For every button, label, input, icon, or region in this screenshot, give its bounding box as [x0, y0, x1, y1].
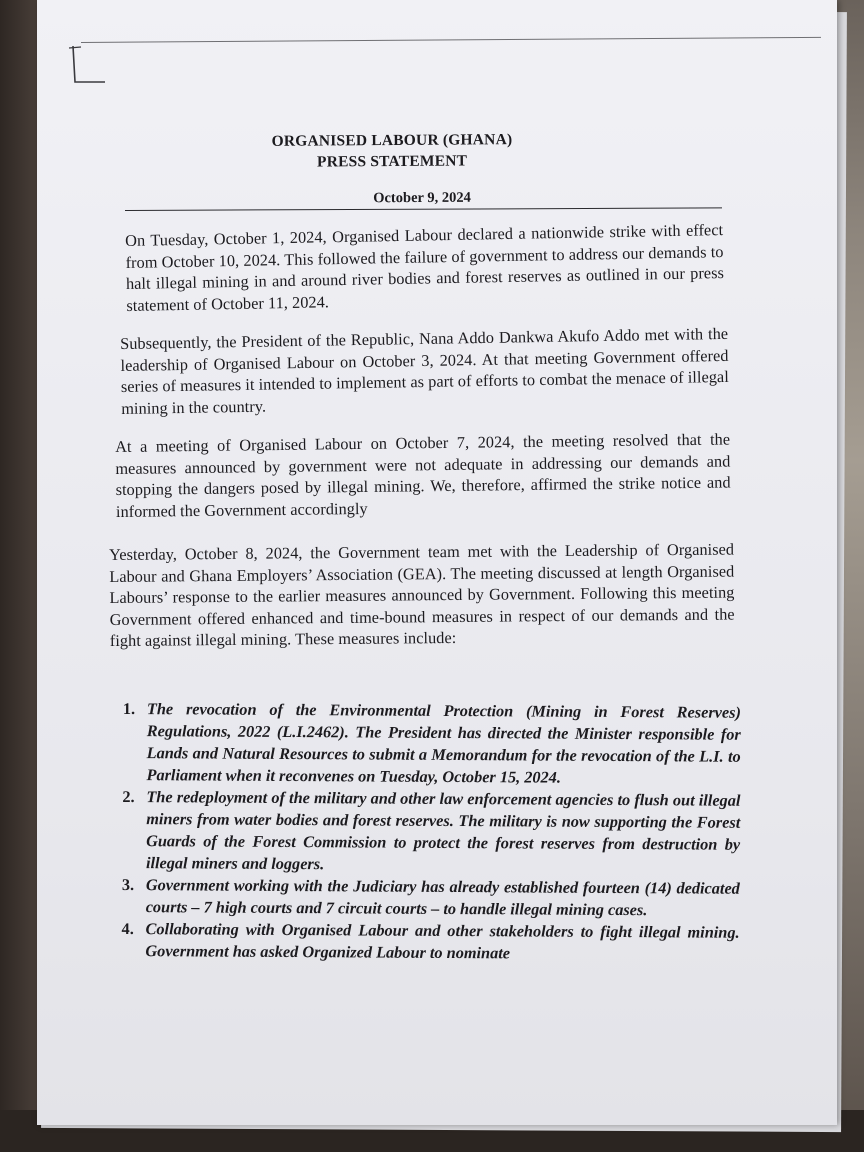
measure-text: Collaborating with Organised Labour and other stakeholders to fight illegal mining. Government has asked Organized Labour to nominate: [145, 919, 740, 963]
measure-item: [122, 786, 741, 878]
measure-number: 1.: [122, 699, 136, 719]
measure-text: The revocation of the Environmental Protection (Mining in Forest Reserves) Regulations, 2022 (L.I.2462). The President has directed the Minister responsible for Lands and Natural Resources to submit a Memorandum for the revocation of the L.I. to Parliament when it reconvenes on Tuesday, October 15, 2024.: [146, 699, 741, 787]
pen-corner-mark: [67, 44, 107, 86]
measures-list: [121, 698, 741, 966]
measure-item: [122, 874, 740, 922]
measure-text: The redeployment of the military and other law enforcement agencies to flush out illegal miners from water bodies and forest reserves. The military is now supporting the Forest Guards of the Forest Commission to protect the forest reserves from destruction by illegal miners and loggers.: [145, 787, 741, 874]
press-statement-page: [37, 0, 837, 1125]
top-rule-line: [81, 37, 821, 43]
measure-number: 4.: [121, 918, 134, 939]
table-surface-left: [0, 0, 40, 1152]
paragraph-strike-declaration: On Tuesday, October 1, 2024, Organised Labour declared a nationwide strike with effect from October 10, 2024. This followed the failure of government to address our demands to halt illegal mining in and around river bodies and forest reserves as outlined in our press statement of October 11, 2024.: [125, 220, 725, 315]
statement-type: PRESS STATEMENT: [316, 152, 468, 171]
paragraph-labour-resolution: At a meeting of Organised Labour on October 7, 2024, the meeting resolved that the measures announced by government were not adequate in addressing our demands and stopping the dangers posed by illegal mining. We, therefore, affirmed the strike notice and informed the Government accordingly: [115, 429, 731, 521]
measure-number: 3.: [121, 874, 135, 895]
measure-text: Government working with the Judiciary has already established fourteen (14) dedicated courts – 7 high courts and 7 circuit courts – to handle illegal mining cases.: [145, 875, 740, 920]
paragraph-government-meeting: Yesterday, October 8, 2024, the Government team met with the Leadership of Organised Labour and Ghana Employers’ Association (GEA). The meeting discussed at length Organised Labours’ response to the earlier measures announced by Government. Following this meeting Government offered enhanced and time-bound measures in respect of our demands and the fight against illegal mining. These measures include:: [109, 539, 735, 650]
measure-item: [121, 918, 739, 966]
document-heading: [217, 129, 567, 173]
date-underline: [125, 207, 722, 211]
measure-item: [122, 698, 741, 790]
measure-number: 2.: [122, 786, 135, 807]
statement-date: October 9, 2024: [373, 189, 471, 207]
paragraph-president-meeting: Subsequently, the President of the Republic, Nana Addo Dankwa Akufo Addo met with the leadership of Organised Labour on October 3, 2024. At that meeting Government offered series of measures it intended to implement as part of efforts to combat the menace of illegal mining in the country.: [120, 323, 729, 418]
organisation-title: ORGANISED LABOUR (GHANA): [271, 131, 513, 150]
